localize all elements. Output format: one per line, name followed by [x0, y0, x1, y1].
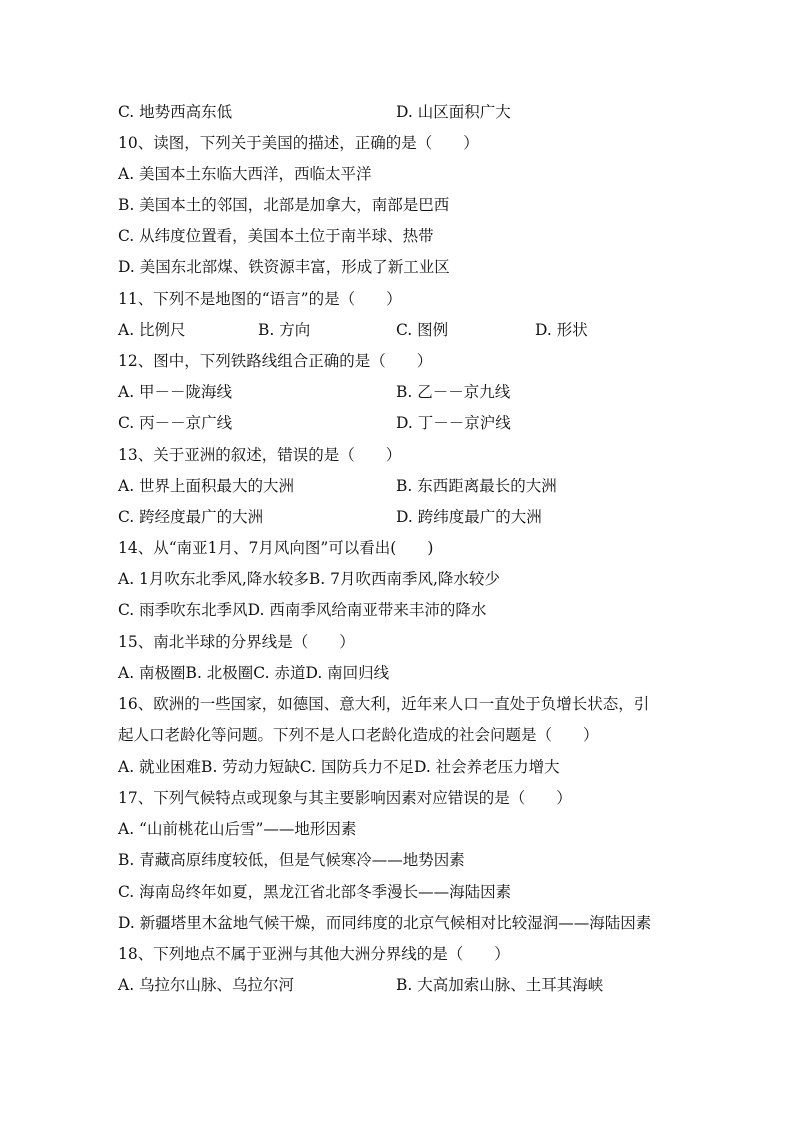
q10-stem: 10、读图，下列关于美国的描述，正确的是（ ）: [118, 134, 479, 152]
q18-stem: 18、下列地点不属于亚洲与其他大洲分界线的是（ ）: [118, 945, 510, 963]
q15-options-line: A. 南极圈B. 北极圈C. 赤道D. 南回归线: [118, 664, 390, 682]
q12-option-d: D. 丁－－京沪线: [396, 414, 511, 432]
q9-option-d: D. 山区面积广大: [396, 103, 511, 121]
q12-option-c: C. 丙－－京广线: [118, 414, 233, 432]
q12-option-b: B. 乙－－京九线: [396, 383, 511, 401]
q16-options-line: A. 就业困难B. 劳动力短缺C. 国防兵力不足D. 社会养老压力增大: [118, 758, 560, 776]
q16-stem-line-2: 起人口老龄化等问题。下列不是人口老龄化造成的社会问题是（ ）: [118, 726, 599, 744]
q11-option-b: B. 方向: [258, 321, 311, 339]
q11-stem: 11、下列不是地图的“语言”的是（ ）: [118, 290, 402, 308]
q18-option-a: A. 乌拉尔山脉、乌拉尔河: [118, 976, 295, 994]
q14-options-line-2: C. 雨季吹东北季风D. 西南季风给南亚带来丰沛的降水: [118, 601, 487, 619]
q13-option-d: D. 跨纬度最广的大洲: [396, 508, 542, 526]
q14-stem: 14、从“南亚1月、7月风向图”可以看出( ): [118, 539, 434, 557]
q17-option-a: A. “山前桃花山后雪”——地形因素: [118, 820, 357, 838]
q10-option-a: A. 美国本土东临大西洋，西临太平洋: [118, 165, 372, 183]
q17-option-c: C. 海南岛终年如夏，黑龙江省北部冬季漫长——海陆因素: [118, 883, 512, 901]
q12-stem: 12、图中，下列铁路线组合正确的是（ ）: [118, 352, 433, 370]
q13-stem: 13、关于亚洲的叙述，错误的是（ ）: [118, 446, 402, 464]
q13-option-c: C. 跨经度最广的大洲: [118, 508, 264, 526]
q10-option-b: B. 美国本土的邻国，北部是加拿大，南部是巴西: [118, 196, 450, 214]
q13-option-b: B. 东西距离最长的大洲: [396, 477, 557, 495]
q11-option-a: A. 比例尺: [118, 321, 186, 339]
q17-option-b: B. 青藏高原纬度较低，但是气候寒冷——地势因素: [118, 851, 465, 869]
q18-option-b: B. 大高加索山脉、土耳其海峡: [396, 976, 604, 994]
q16-stem-line-1: 16、欧洲的一些国家，如德国、意大利，近年来人口一直处于负增长状态，引: [118, 695, 650, 713]
q14-options-line-1: A. 1月吹东北季风,降水较多B. 7月吹西南季风,降水较少: [118, 570, 500, 588]
q15-stem: 15、南北半球的分界线是（ ）: [118, 633, 355, 651]
q11-option-c: C. 图例: [396, 321, 449, 339]
q12-option-a: A. 甲－－陇海线: [118, 383, 233, 401]
q10-option-c: C. 从纬度位置看，美国本土位于南半球、热带: [118, 227, 434, 245]
q11-option-d: D. 形状: [535, 321, 588, 339]
q13-option-a: A. 世界上面积最大的大洲: [118, 477, 295, 495]
q17-option-d: D. 新疆塔里木盆地气候干燥，而同纬度的北京气候相对比较湿润——海陆因素: [118, 914, 652, 932]
q17-stem: 17、下列气候特点或现象与其主要影响因素对应错误的是（ ）: [118, 789, 572, 807]
q10-option-d: D. 美国东北部煤、铁资源丰富，形成了新工业区: [118, 258, 450, 276]
q9-option-c: C. 地势西高东低: [118, 103, 233, 121]
